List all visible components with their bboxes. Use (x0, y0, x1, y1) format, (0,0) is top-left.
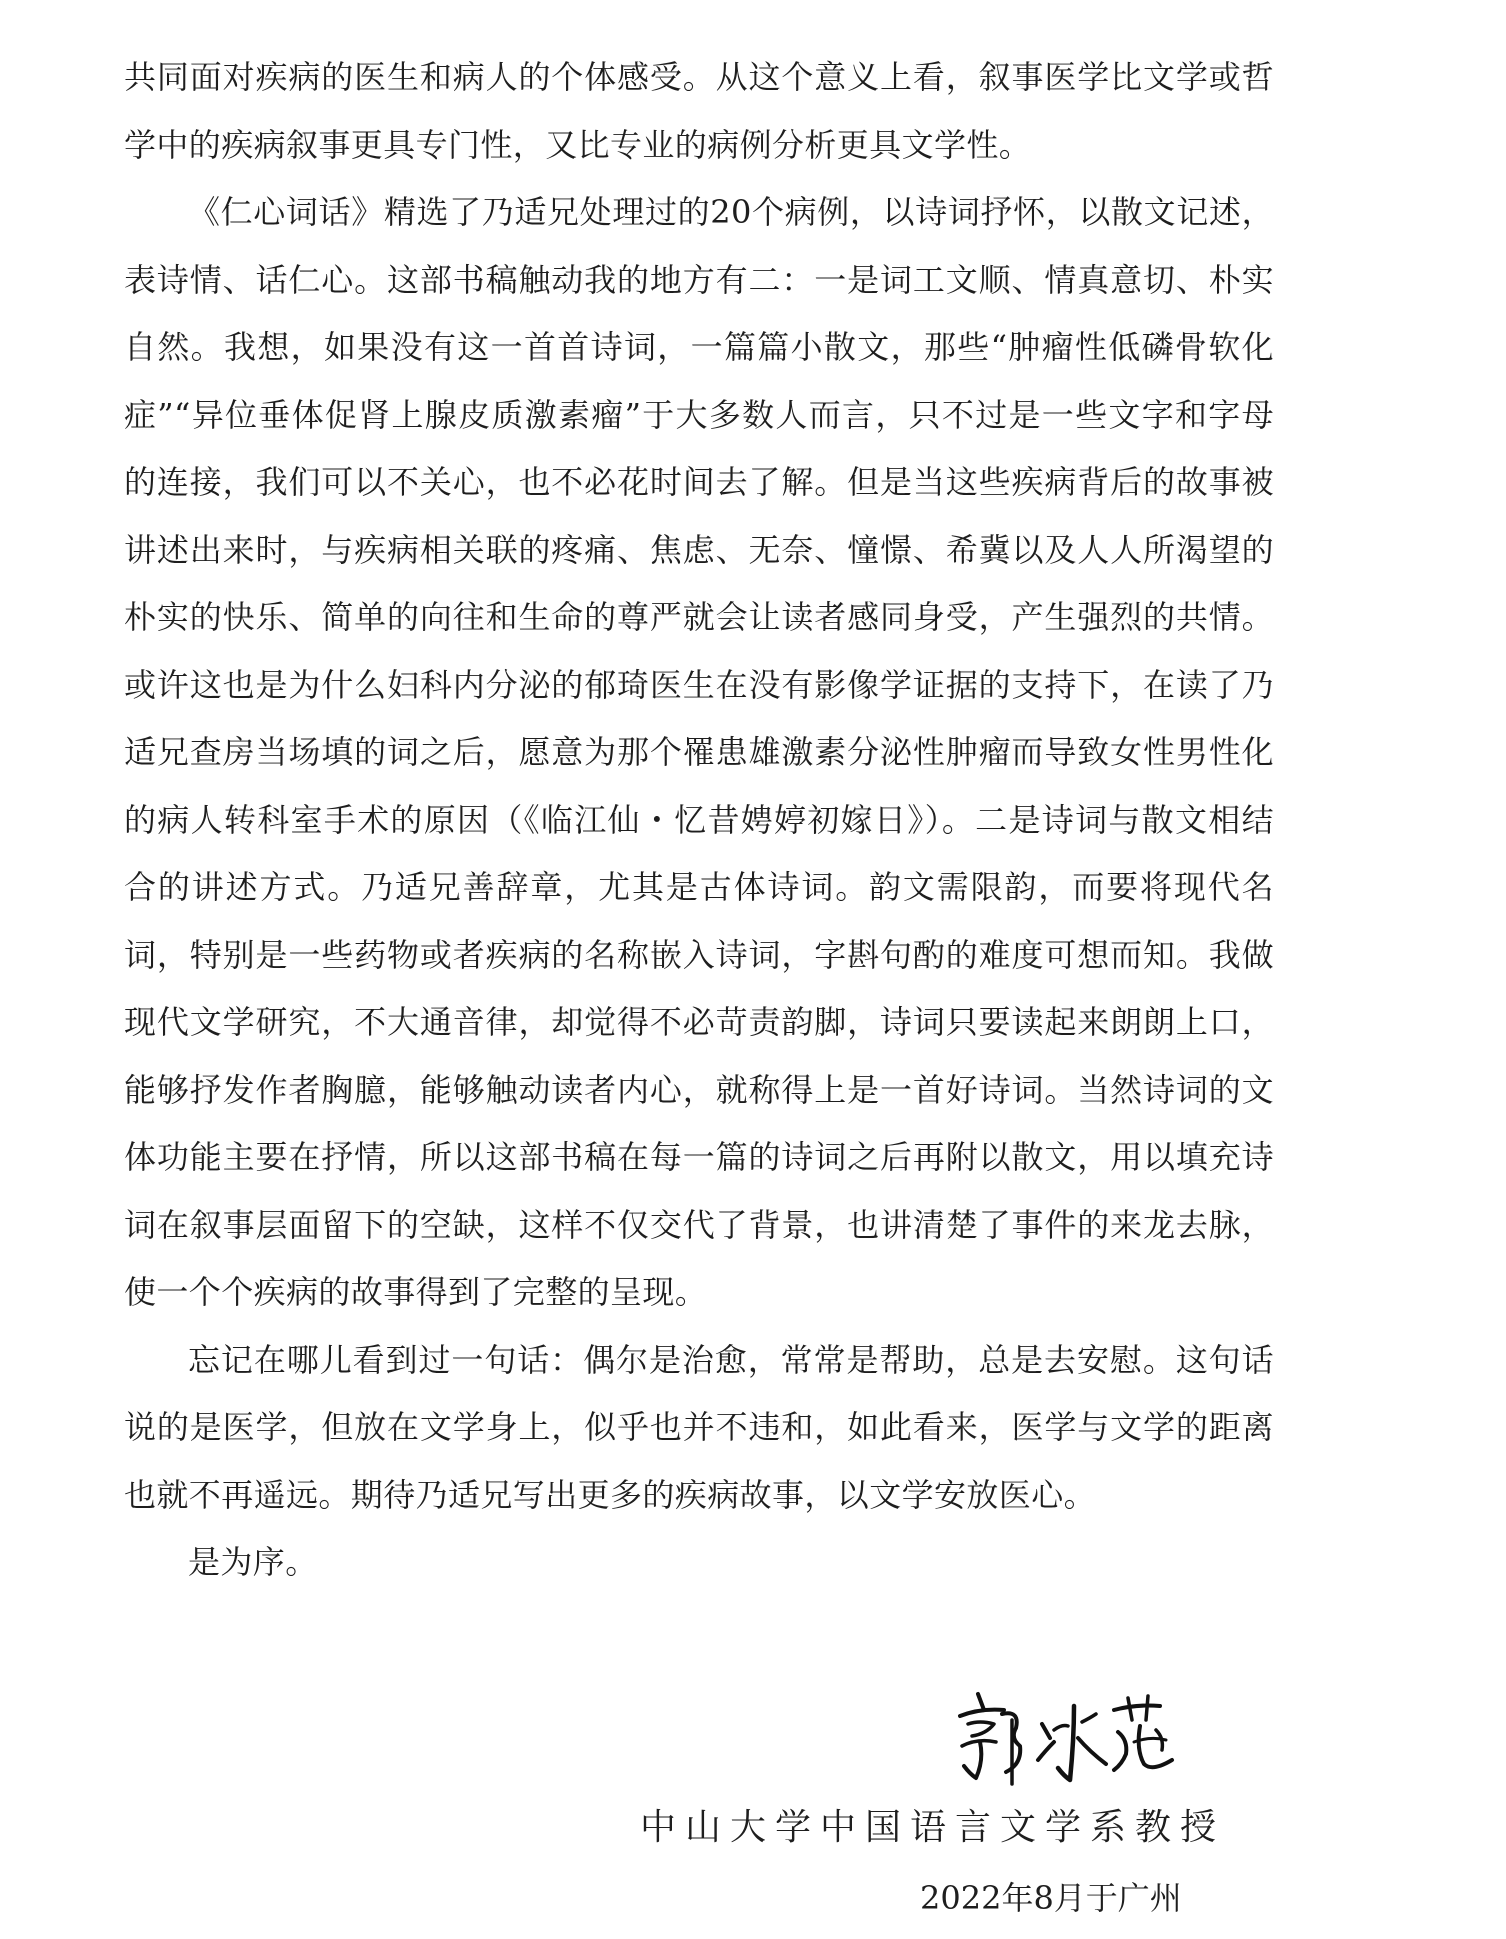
dateline: 2022年8月于广州 (920, 1879, 1182, 1917)
paragraph-closing-thoughts: 忘记在哪儿看到过一句话：偶尔是治愈，常常是帮助，总是去安慰。这句话说的是医学，但放在文学身上，似乎也并不违和，如此看来，医学与文学的距离也就不再遥远。期待乃适兄写出更多的疾病故事，以文学安放医心。 (124, 1340, 1274, 1514)
paragraph-preface-closing: 是为序。 (188, 1543, 318, 1581)
author-affiliation: 中山大学中国语言文学系教授 (640, 1807, 1226, 1848)
paragraph-book-intro: 《仁心词话》精选了乃适兄处理过的20个病例，以诗词抒怀，以散文记述，表诗情、话仁心。这部书稿触动我的地方有二：一是词工文顺、情真意切、朴实自然。我想，如果没有这一首首诗词，一篇篇小散文，那些“肿瘤性低磷骨软化症”“异位垂体促肾上腺皮质激素瘤”于大多数人而言，只不过是一些文字和字母的连接，我们可以不关心，也不必花时间去了解。但是当这些疾病背后的故事被讲述出来时，与疾病相关联的疼痛、焦虑、无奈、憧憬、希冀以及人人所渴望的朴实的快乐、简单的向往和生命的尊严就会让读者感同身受，产生强烈的共情。或许这也是为什么妇科内分泌的郁琦医生在没有影像学证据的支持下，在读了乃适兄查房当场填的词之后，愿意为那个罹患雄激素分泌性肿瘤而导致女性男性化的病人转科室手术的原因（《临江仙・忆昔娉婷初嫁日》）。二是诗词与散文相结合的讲述方式。乃适兄善辞章，尤其是古体诗词。韵文需限韵，而要将现代名词，特别是一些药物或者疾病的名称嵌入诗词，字斟句酌的难度可想而知。我做现代文学研究，不大通音律，却觉得不必苛责韵脚，诗词只要读起来朗朗上口，能够抒发作者胸臆，能够触动读者内心，就称得上是一首好诗词。当然诗词的文体功能主要在抒情，所以这部书稿在每一篇的诗词之后再附以散文，用以填充诗词在叙事层面留下的空缺，这样不仅交代了背景，也讲清楚了事件的来龙去脉，使一个个疾病的故事得到了完整的呈现。 (124, 193, 1274, 1311)
signature-drawing (950, 1680, 1180, 1790)
preface-body (124, 44, 1274, 1597)
handwritten-signature (950, 1680, 1180, 1790)
paragraph-continuation: 共同面对疾病的医生和病人的个体感受。从这个意义上看，叙事医学比文学或哲学中的疾病叙事更具专门性，又比专业的病例分析更具文学性。 (124, 58, 1274, 164)
